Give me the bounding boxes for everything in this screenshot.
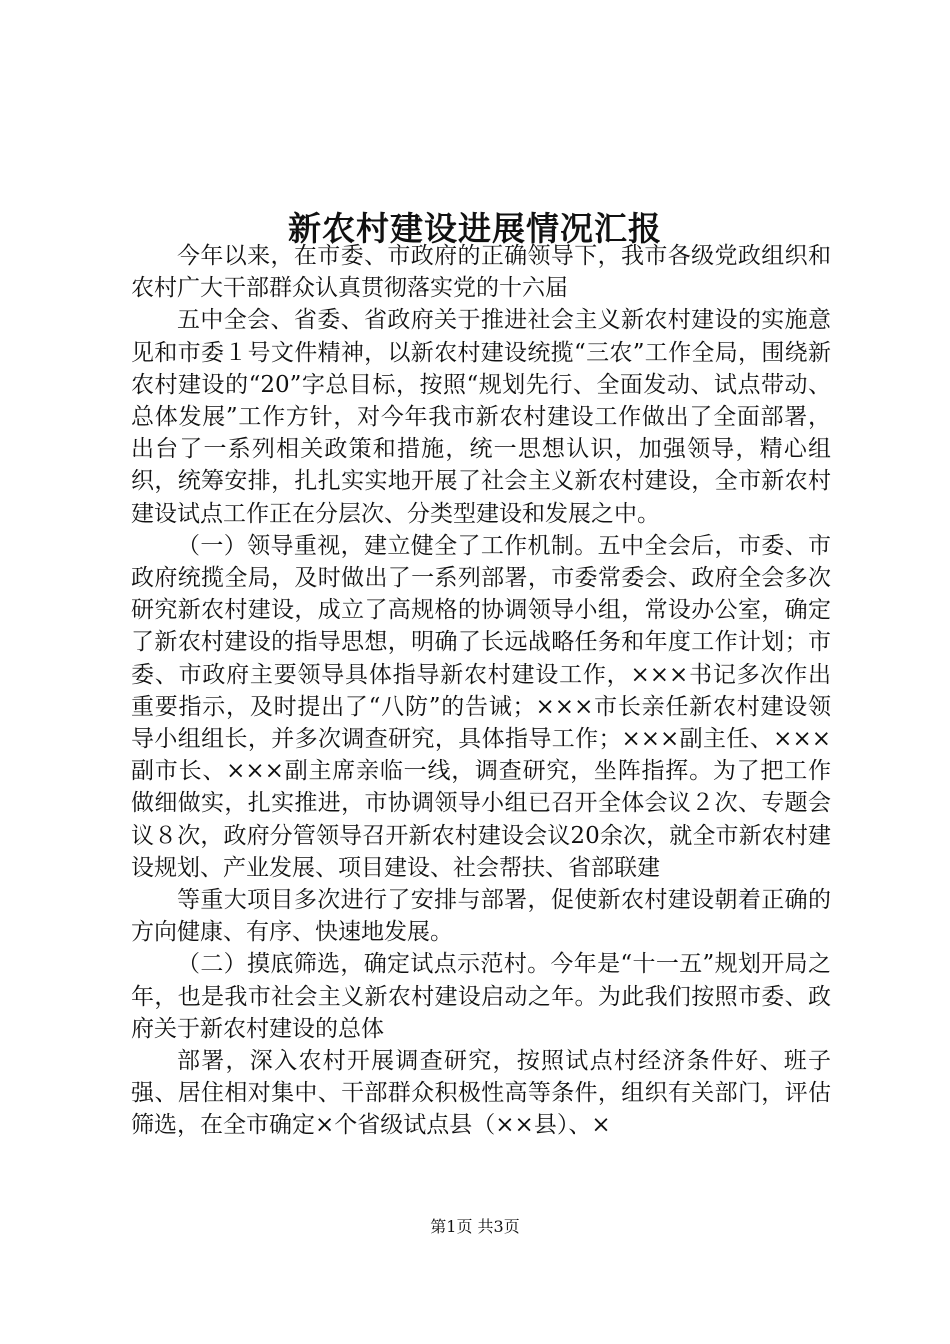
paragraph-1: 今年以来，在市委、市政府的正确领导下，我市各级党政组织和农村广大干部群众认真贯彻落实党的十六届	[131, 243, 831, 302]
paragraph-4: 等重大项目多次进行了安排与部署，促使新农村建设朝着正确的方向健康、有序、快速地发展。	[131, 887, 831, 946]
document-body	[131, 240, 831, 1142]
paragraph-6: 部署，深入农村开展调查研究，按照试点村经济条件好、班子强、居住相对集中、干部群众积极性高等条件，组织有关部门，评估筛选，在全市确定×个省级试点县（××县）、×	[131, 1048, 831, 1139]
page-number-footer: 第1页 共3页	[430, 1217, 520, 1236]
paragraph-3: （一）领导重视，建立健全了工作机制。五中全会后，市委、市政府统揽全局，及时做出了一系列部署，市委常委会、政府全会多次研究新农村建设，成立了高规格的协调领导小组，常设办公室，确定了新农村建设的指导思想，明确了长远战略任务和年度工作计划；市委、市政府主要领导具体指导新农村建设工作，×××书记多次作出重要指示，及时提出了“八防”的告诫；×××市长亲任新农村建设领导小组组长，并多次调查研究，具体指导工作；×××副主任、×××副市长、×××副主席亲临一线，调查研究，坐阵指挥。为了把工作做细做实，扎实推进，市协调领导小组已召开全体会议２次、专题会议８次，政府分管领导召开新农村建设会议20余次，就全市新农村建设规划、产业发展、项目建设、社会帮扶、省部联建	[131, 532, 831, 881]
paragraph-5: （二）摸底筛选，确定试点示范村。今年是“十一五”规划开局之年，也是我市社会主义新农村建设启动之年。为此我们按照市委、政府关于新农村建设的总体	[131, 951, 831, 1042]
document-title: 新农村建设进展情况汇报	[288, 209, 662, 249]
paragraph-2: 五中全会、省委、省政府关于推进社会主义新农村建设的实施意见和市委１号文件精神，以新农村建设统揽“三农”工作全局，围绕新农村建设的“20”字总目标，按照“规划先行、全面发动、试点带动、总体发展”工作方针，对今年我市新农村建设工作做出了全面部署，出台了一系列相关政策和措施，统一思想认识，加强领导，精心组织，统筹安排，扎扎实实地开展了社会主义新农村建设，全市新农村建设试点工作正在分层次、分类型建设和发展之中。	[131, 307, 831, 527]
